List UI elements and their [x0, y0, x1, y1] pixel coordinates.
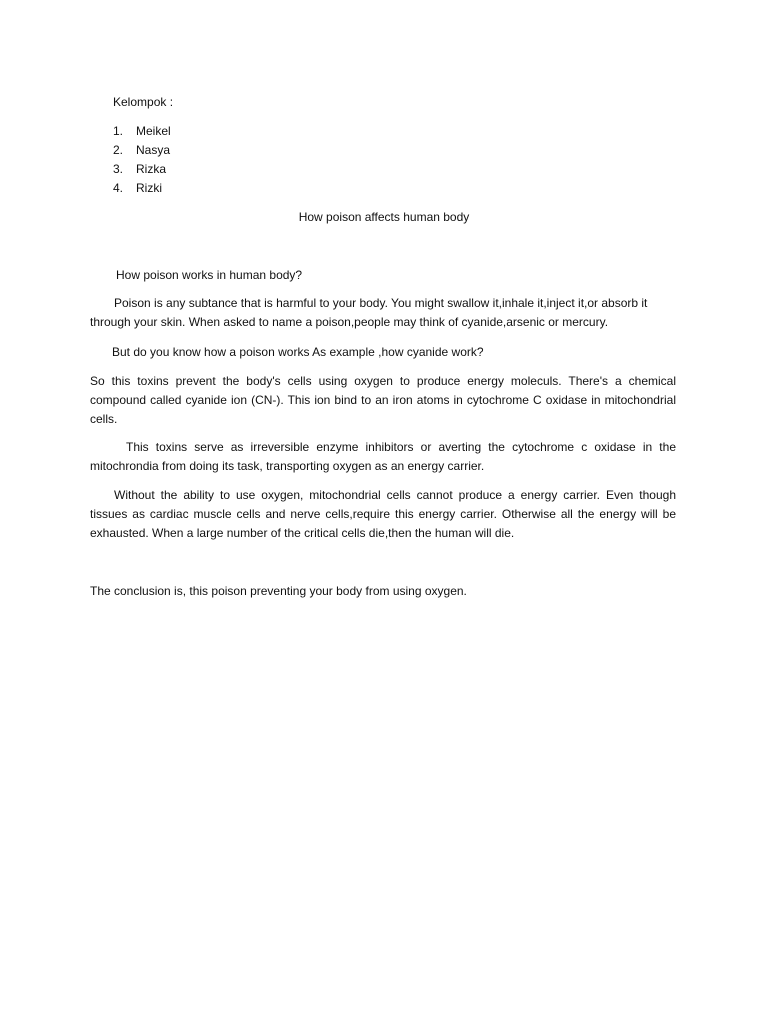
member-list: [113, 122, 171, 198]
list-item-number: 3.: [113, 162, 124, 176]
group-label: Kelompok :: [113, 95, 174, 109]
member-name: Rizki: [136, 181, 162, 195]
section-heading: How poison works in human body?: [116, 268, 303, 282]
list-item: [113, 179, 171, 198]
paragraph-cell-death: Without the ability to use oxygen, mitochondrial cells cannot produce a energy carrier. Even though tissues as cardiac muscle cells and nerve cells,require this energy carrier. Otherwise all the energy will be exhausted. When a large number of the critical cells die,then the human will die.: [90, 488, 676, 540]
list-item-number: 2.: [113, 143, 124, 157]
paragraph-enzyme-inhibition: This toxins serve as irreversible enzyme inhibitors or averting the cytochrome c oxidase in the mitochrondia from doing its task, transporting oxygen as an energy carrier.: [90, 440, 676, 473]
paragraph-question: But do you know how a poison works As example ,how cyanide work?: [112, 345, 484, 359]
member-name: Meikel: [136, 124, 171, 138]
paragraph-conclusion: The conclusion is, this poison preventing your body from using oxygen.: [90, 584, 467, 598]
list-item-number: 1.: [113, 124, 124, 138]
paragraph-cyanide-mechanism: So this toxins prevent the body's cells using oxygen to produce energy moleculs. There's a chemical compound called cyanide ion (CN-). This ion bind to an iron atoms in cytochrome C oxidase in mitochondrial cells.: [90, 374, 676, 426]
document-title: How poison affects human body: [298, 210, 470, 224]
member-name: Nasya: [136, 143, 171, 157]
member-name: Rizka: [136, 162, 167, 176]
list-item: [113, 160, 171, 179]
list-item: [113, 141, 171, 160]
paragraph-poison-definition: Poison is any subtance that is harmful to your body. You might swallow it,inhale it,inject it,or absorb it through your skin. When asked to name a poison,people may think of cyanide,arsenic or mercury.: [90, 296, 648, 329]
list-item-number: 4.: [113, 181, 124, 195]
list-item: [113, 122, 171, 141]
